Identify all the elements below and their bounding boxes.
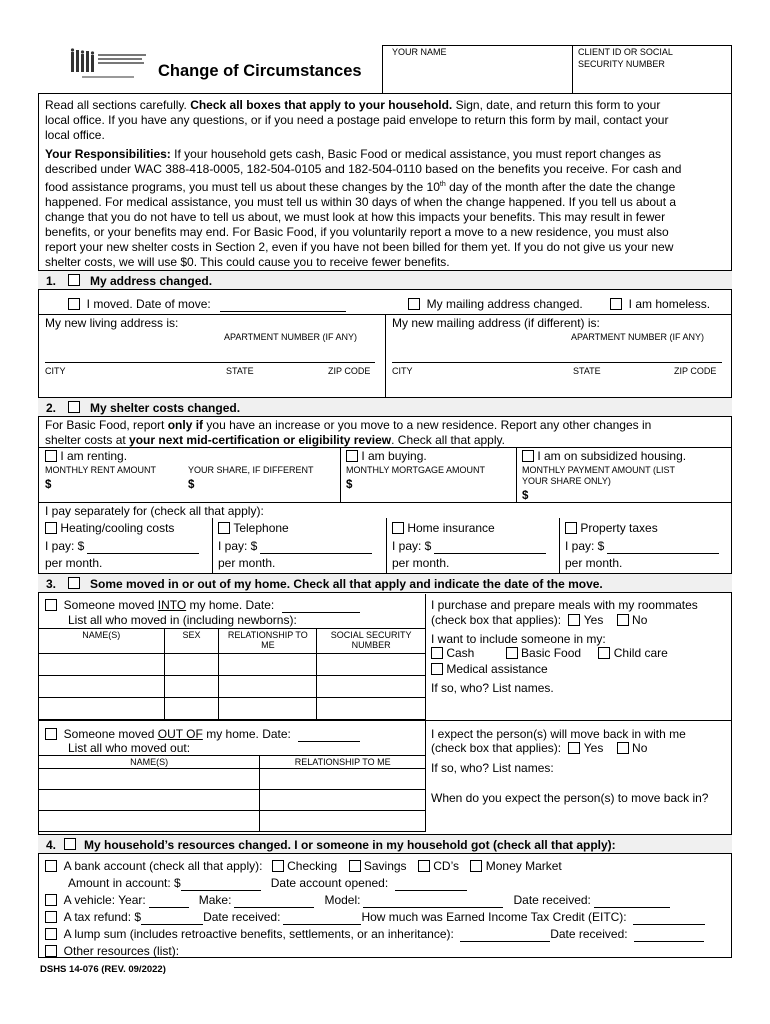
col-out-relationship: RELATIONSHIP TO ME	[260, 756, 426, 769]
section-3-header: 3. Some moved in or out of my home. Check all that apply and indicate the date of the move.	[38, 573, 732, 593]
your-share-label: YOUR SHARE, IF DIFFERENT	[188, 465, 314, 475]
client-id-field[interactable]	[575, 72, 729, 92]
vehicle-row: A vehicle: Year: Make: Model: Date received:	[45, 893, 670, 908]
meals-yes-checkbox[interactable]	[568, 614, 580, 626]
property-taxes-checkbox[interactable]	[565, 522, 577, 534]
table-row[interactable]	[39, 790, 426, 811]
monthly-payment-label-1: MONTHLY PAYMENT AMOUNT (LIST	[522, 465, 676, 475]
responsibilities: Your Responsibilities: If your household gets cash, Basic Food or medical assistance, you must report changes as described under WAC 388-418-0005, 182-504-0105 and 182-504-0110 based on the benefits you receive. For cash and food assistance programs, you must tell us about these changes by the 10th day of the month after the date the change happened. For medical assistance, you must tell us within 30 days of when the change happened. If you tell us about a change that you do not have to tell us about, we must look at how this impacts your benefits. This may result in fewer benefits, or your benefits may end. For Basic Food, if you voluntarily report a move to a new residence, you must also report your new shelter costs in Section 2, even if you have not been billed for them yet. If you do not give us your new shelter costs, we will use $0. This could cause you to receive fewer benefits.	[45, 147, 682, 269]
section-3-title: Some moved in or out of my home. Check all that apply and indicate the date of the move.	[90, 577, 603, 591]
eitc-field[interactable]	[633, 913, 705, 925]
table-row[interactable]	[39, 811, 426, 832]
section-1-title: My address changed.	[90, 274, 213, 288]
col-ssn: SOCIAL SECURITY NUMBER	[317, 629, 426, 654]
subsidized-row: I am on subsidized housing.	[522, 449, 686, 464]
heating-per-month: per month.	[45, 556, 103, 570]
section-1-header: 1. My address changed.	[38, 270, 732, 290]
mortgage-dollar: $	[346, 479, 353, 491]
payment-amount-field[interactable]	[532, 488, 722, 501]
basic-food-checkbox[interactable]	[506, 647, 518, 659]
table-row[interactable]	[39, 769, 426, 790]
buying-row: I am buying.	[346, 449, 427, 464]
living-apt-label: APARTMENT NUMBER (IF ANY)	[224, 332, 358, 342]
amount-row: Amount in account: $ Date account opened:	[68, 876, 467, 891]
when-back: When do you expect the person(s) to move back in?	[431, 791, 709, 805]
table-row[interactable]	[39, 676, 426, 698]
property-taxes-per-month: per month.	[565, 556, 623, 570]
your-name-label: YOUR NAME	[392, 47, 447, 57]
heating-row: Heating/cooling costs	[45, 521, 174, 536]
include-programs: Cash Basic Food Child care	[431, 646, 668, 661]
back-yes-checkbox[interactable]	[568, 742, 580, 754]
subsidized-checkbox[interactable]	[522, 450, 534, 462]
bank-row: A bank account (check all that apply): Checking Savings CD’s Money Market	[45, 859, 562, 874]
vehicle-checkbox[interactable]	[45, 894, 57, 906]
intro-instructions: Read all sections carefully. Check all boxes that apply to your household. Sign, date, and return this form to your local office. If you have any questions, or if you need a postage paid envelope to return this form by mail, contact your local office.	[45, 98, 669, 142]
medical-checkbox[interactable]	[431, 663, 443, 675]
move-date-field[interactable]	[220, 300, 346, 312]
renting-checkbox[interactable]	[45, 450, 57, 462]
mailing-address-label: My new mailing address (if different) is:	[392, 316, 600, 330]
your-name-field[interactable]	[385, 62, 569, 90]
if-so-who: If so, who? List names.	[431, 681, 554, 695]
home-insurance-amount-field[interactable]	[434, 542, 546, 554]
heating-checkbox[interactable]	[45, 522, 57, 534]
home-insurance-row: Home insurance	[392, 521, 495, 536]
vehicle-make-field[interactable]	[234, 896, 314, 908]
client-id-label-1: CLIENT ID OR SOCIAL	[578, 47, 673, 57]
section-2-title: My shelter costs changed.	[90, 401, 241, 415]
other-resources-checkbox[interactable]	[45, 945, 57, 957]
mailing-street-line[interactable]	[392, 362, 722, 363]
col-out-names: NAME(S)	[39, 756, 260, 769]
rent-amount-field[interactable]	[55, 476, 175, 496]
col-sex: SEX	[164, 629, 219, 654]
lump-sum-field[interactable]	[460, 930, 550, 942]
purchase-meals-choice: (check box that applies): Yes No	[431, 613, 648, 627]
moved-row: I moved. Date of move:	[68, 297, 346, 312]
moved-out-date-field[interactable]	[298, 730, 360, 742]
living-address-label: My new living address is:	[45, 316, 179, 330]
section-3-checkbox[interactable]	[68, 577, 80, 589]
table-row[interactable]	[39, 654, 426, 676]
pay-separately-label: I pay separately for (check all that apply):	[45, 504, 264, 518]
logo-text	[128, 52, 129, 53]
other-resources-row: Other resources (list):	[45, 944, 179, 959]
lump-sum-checkbox[interactable]	[45, 928, 57, 940]
tax-refund-checkbox[interactable]	[45, 911, 57, 923]
date-opened-field[interactable]	[395, 879, 467, 891]
home-insurance-checkbox[interactable]	[392, 522, 404, 534]
meals-no-checkbox[interactable]	[617, 614, 629, 626]
telephone-per-month: per month.	[218, 556, 276, 570]
cash-checkbox[interactable]	[431, 647, 443, 659]
moved-checkbox[interactable]	[68, 298, 80, 310]
share-amount-field[interactable]	[198, 476, 334, 496]
section-2-instructions: For Basic Food, report only if you have an increase or you move to a new residence. Report any other changes in shelter costs at your next mid-certification or eligibility review. Check all that apply.	[45, 418, 652, 447]
moved-out-row: Someone moved OUT OF my home. Date:	[45, 727, 360, 742]
moved-into-checkbox[interactable]	[45, 599, 57, 611]
child-care-checkbox[interactable]	[598, 647, 610, 659]
property-taxes-row: Property taxes	[565, 521, 658, 536]
list-in-label: List all who moved in (including newborns):	[68, 613, 297, 627]
section-1-checkbox[interactable]	[68, 274, 80, 286]
mailing-changed-checkbox[interactable]	[408, 298, 420, 310]
monthly-mortgage-label: MONTHLY MORTGAGE AMOUNT	[346, 465, 486, 475]
section-4-header: 4. My household’s resources changed. I or someone in my household got (check all that apply):	[38, 834, 732, 854]
expect-back: I expect the person(s) will move back in with me	[431, 727, 686, 741]
living-city-field[interactable]	[45, 378, 375, 396]
moved-out-table	[38, 755, 426, 832]
section-4-checkbox[interactable]	[64, 838, 76, 850]
living-zip-label: ZIP CODE	[328, 366, 371, 376]
section-2-checkbox[interactable]	[68, 401, 80, 413]
living-city-label: CITY	[45, 366, 66, 376]
telephone-row: Telephone	[218, 521, 289, 536]
heating-amount-field[interactable]	[87, 542, 199, 554]
page-title: Change of Circumstances	[158, 62, 362, 80]
home-insurance-pay: I pay: $	[392, 539, 546, 554]
renting-row: I am renting.	[45, 449, 127, 464]
if-so-names: If so, who? List names:	[431, 761, 554, 775]
logo-tagline	[128, 54, 129, 55]
list-out-label: List all who moved out:	[68, 741, 191, 755]
money-market-checkbox[interactable]	[470, 860, 482, 872]
living-state-label: STATE	[226, 366, 254, 376]
section-4-title: My household’s resources changed. I or someone in my household got (check all that apply):	[84, 838, 616, 852]
medical-row: Medical assistance	[431, 662, 548, 677]
mailing-city-label: CITY	[392, 366, 413, 376]
col-names: NAME(S)	[39, 629, 165, 654]
vehicle-model-field[interactable]	[363, 896, 503, 908]
table-row[interactable]	[39, 698, 426, 720]
expect-back-choice: (check box that applies): Yes No	[431, 741, 648, 755]
vehicle-date-field[interactable]	[594, 896, 670, 908]
include-label: I want to include someone in my:	[431, 632, 606, 646]
client-id-label-2: SECURITY NUMBER	[578, 59, 665, 69]
mailing-zip-label: ZIP CODE	[674, 366, 717, 376]
cds-checkbox[interactable]	[418, 860, 430, 872]
mailing-apt-label: APARTMENT NUMBER (IF ANY)	[571, 332, 705, 342]
section-2-header: 2. My shelter costs changed.	[38, 397, 732, 417]
moved-out-checkbox[interactable]	[45, 728, 57, 740]
moved-into-row: Someone moved INTO my home. Date:	[45, 598, 360, 613]
tax-refund-field[interactable]	[141, 913, 203, 925]
col-relationship: RELATIONSHIP TO ME	[219, 629, 317, 654]
rent-dollar: $	[45, 479, 52, 491]
vehicle-year-field[interactable]	[149, 896, 189, 908]
home-insurance-per-month: per month.	[392, 556, 450, 570]
amount-field[interactable]	[181, 879, 261, 891]
share-dollar: $	[188, 479, 195, 491]
form-id: DSHS 14-076 (REV. 09/2022)	[40, 964, 166, 975]
living-street-line[interactable]	[45, 362, 375, 363]
property-taxes-pay: I pay: $	[565, 539, 719, 554]
tax-date-field[interactable]	[283, 913, 361, 925]
heating-pay: I pay: $	[45, 539, 199, 554]
moved-into-date-field[interactable]	[282, 601, 360, 613]
buying-checkbox[interactable]	[346, 450, 358, 462]
homeless-row: I am homeless.	[610, 297, 710, 312]
monthly-rent-label: MONTHLY RENT AMOUNT	[45, 465, 157, 475]
mortgage-amount-field[interactable]	[356, 476, 506, 496]
mailing-changed-row: My mailing address changed.	[408, 297, 583, 312]
bank-checkbox[interactable]	[45, 860, 57, 872]
monthly-payment-label-2: YOUR SHARE ONLY)	[522, 476, 611, 486]
back-no-checkbox[interactable]	[617, 742, 629, 754]
lump-date-field[interactable]	[634, 930, 704, 942]
lump-sum-row: A lump sum (includes retroactive benefits, settlements, or an inheritance): Date received:	[45, 927, 704, 942]
telephone-pay: I pay: $	[218, 539, 372, 554]
dshs-logo-icon	[70, 48, 148, 84]
checking-checkbox[interactable]	[272, 860, 284, 872]
property-taxes-amount-field[interactable]	[607, 542, 719, 554]
moved-in-table	[38, 628, 426, 720]
mailing-state-label: STATE	[573, 366, 601, 376]
homeless-checkbox[interactable]	[610, 298, 622, 310]
savings-checkbox[interactable]	[349, 860, 361, 872]
purchase-meals: I purchase and prepare meals with my roommates	[431, 598, 698, 612]
payment-dollar: $	[522, 490, 529, 502]
telephone-checkbox[interactable]	[218, 522, 230, 534]
telephone-amount-field[interactable]	[260, 542, 372, 554]
tax-refund-row: A tax refund: $ Date received: How much was Earned Income Tax Credit (EITC):	[45, 910, 705, 925]
mailing-city-field[interactable]	[392, 378, 722, 396]
